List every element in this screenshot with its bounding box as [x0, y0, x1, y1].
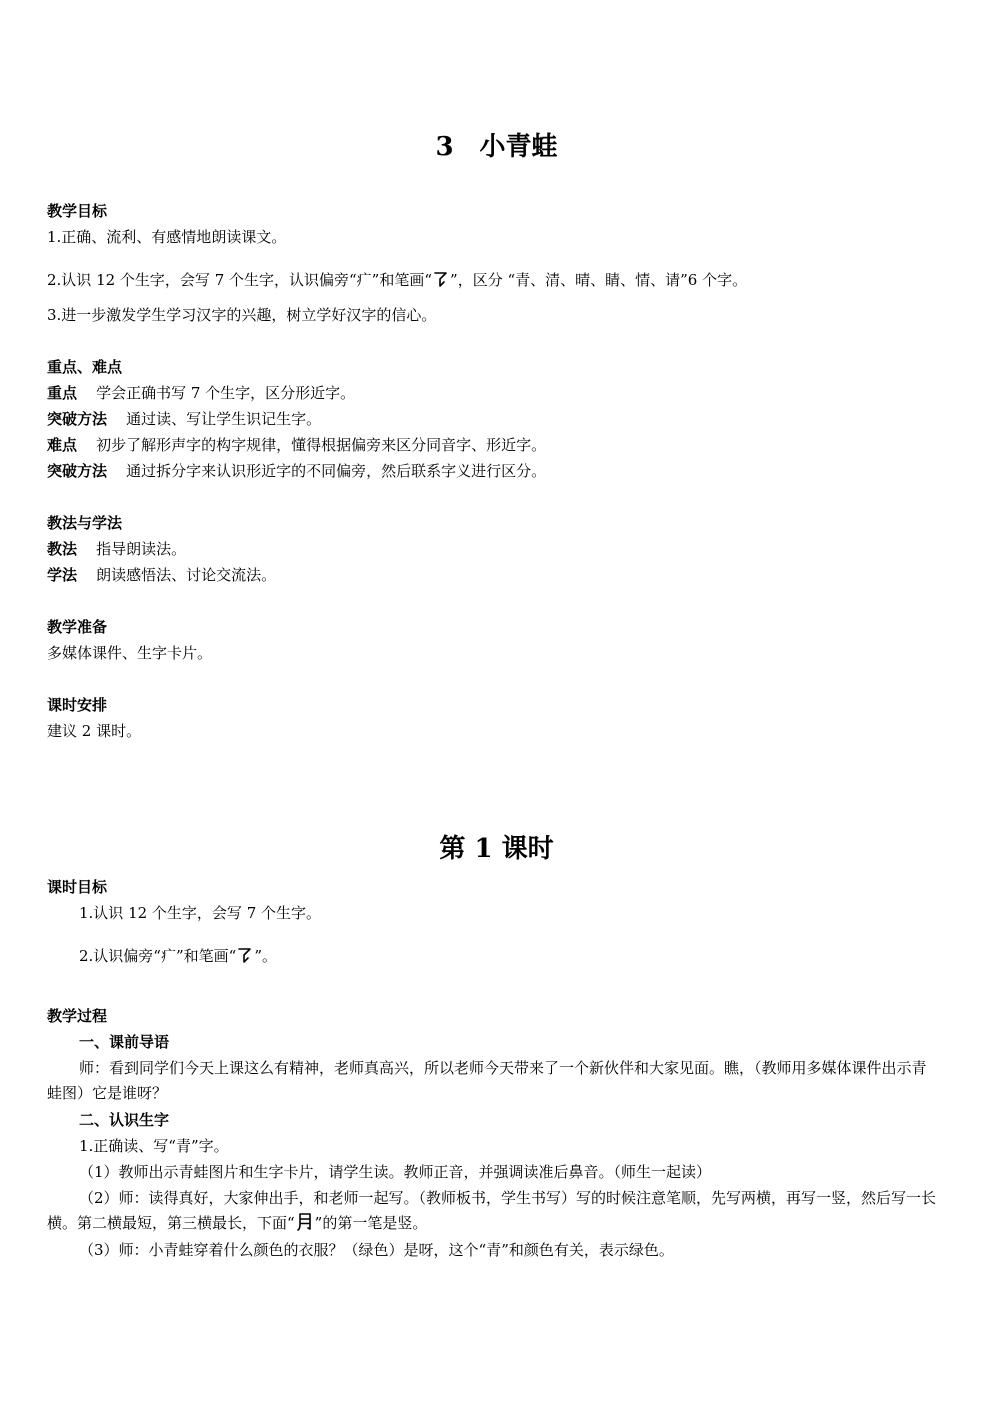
step-2-before: （2）师：读得真好，大家伸出手，和老师一起写。（教师板书，学生书写）写的时候注意笔顺，先写两横，再写一竖，然后写一长横。第二横最短，第三横最长，下面“ — [47, 1189, 937, 1232]
learn-method-line — [47, 565, 276, 585]
lesson-objective-2-after: ”。 — [254, 947, 277, 965]
learn-method-label: 学法 — [47, 566, 78, 584]
lesson-objectives-heading: 课时目标 — [47, 878, 108, 896]
moon-radical-icon — [296, 1212, 314, 1232]
step-1: （1）教师出示青蛙图片和生字卡片，请学生读。教师正音，并强调读准后鼻音。（师生一起读） — [79, 1163, 712, 1181]
step-2-after: ”的第一笔是竖。 — [314, 1214, 428, 1232]
lesson-objective-1: 1.认识 12 个生字，会写 7 个生字。 — [79, 904, 322, 922]
intro-paragraph: 师：看到同学们今天上课这么有精神，老师真高兴，所以老师今天带来了一个新伙伴和大家见面。瞧，（教师用多媒体课件出示青蛙图）它是谁呀？ — [47, 1059, 927, 1102]
objective-2-text-before: 2.认识 12 个生字，会写 7 个生字，认识偏旁“疒”和笔画“ — [47, 271, 433, 289]
method-2-text: 通过拆分字来认识形近字的不同偏旁，然后联系字义进行区分。 — [126, 462, 547, 480]
objective-1: 1.正确、流利、有感情地朗读课文。 — [47, 228, 287, 246]
lesson-objective-2-before: 2.认识偏旁“疒”和笔画“ — [79, 947, 237, 965]
method-1-line — [47, 409, 321, 429]
schedule-text: 建议 2 课时。 — [47, 722, 142, 740]
page-title: 3 小青蛙 — [435, 132, 558, 162]
focus-label: 重点 — [47, 384, 78, 402]
difficulty-label: 难点 — [47, 436, 78, 454]
section-1-heading: 一、课前导语 — [79, 1033, 170, 1051]
teach-method-text: 指导朗读法。 — [96, 540, 187, 558]
schedule-heading: 课时安排 — [47, 696, 108, 714]
teach-method-label: 教法 — [47, 540, 78, 558]
learn-method-text: 朗读感悟法、讨论交流法。 — [96, 566, 277, 584]
keypoints-heading: 重点、难点 — [47, 358, 123, 376]
method-1-label: 突破方法 — [47, 410, 108, 428]
objective-2-text-after: ”，区分 “青、清、晴、睛、情、请”6 个字。 — [450, 271, 748, 289]
focus-text: 学会正确书写 7 个生字，区分形近字。 — [96, 384, 356, 402]
step-2 — [47, 1186, 937, 1236]
lesson-1-title: 第 1 课时 — [439, 834, 554, 864]
sub-step-1: 1.正确读、写“青”字。 — [79, 1137, 229, 1155]
step-3: （3）师：小青蛙穿着什么颜色的衣服？（绿色）是呀，这个“青”和颜色有关，表示绿色。 — [79, 1241, 674, 1259]
hook-stroke-icon — [433, 270, 449, 288]
method-2-label: 突破方法 — [47, 462, 108, 480]
preparation-heading: 教学准备 — [47, 618, 108, 636]
objectives-heading: 教学目标 — [47, 202, 108, 220]
teach-method-line — [47, 539, 186, 559]
hook-stroke-icon — [237, 946, 253, 964]
method-1-text: 通过读、写让学生识记生字。 — [126, 410, 322, 428]
objective-2 — [47, 270, 747, 290]
difficulty-text: 初步了解形声字的构字规律，懂得根据偏旁来区分同音字、形近字。 — [96, 436, 547, 454]
lesson-objective-2 — [79, 946, 277, 966]
method-2-line — [47, 461, 546, 481]
focus-line — [47, 383, 355, 403]
objective-3: 3.进一步激发学生学习汉字的兴趣，树立学好汉字的信心。 — [47, 306, 437, 324]
difficulty-line — [47, 435, 546, 455]
section-2-heading: 二、认识生字 — [79, 1111, 170, 1129]
methods-heading: 教法与学法 — [47, 514, 123, 532]
process-heading: 教学过程 — [47, 1007, 108, 1025]
preparation-text: 多媒体课件、生字卡片。 — [47, 644, 213, 662]
